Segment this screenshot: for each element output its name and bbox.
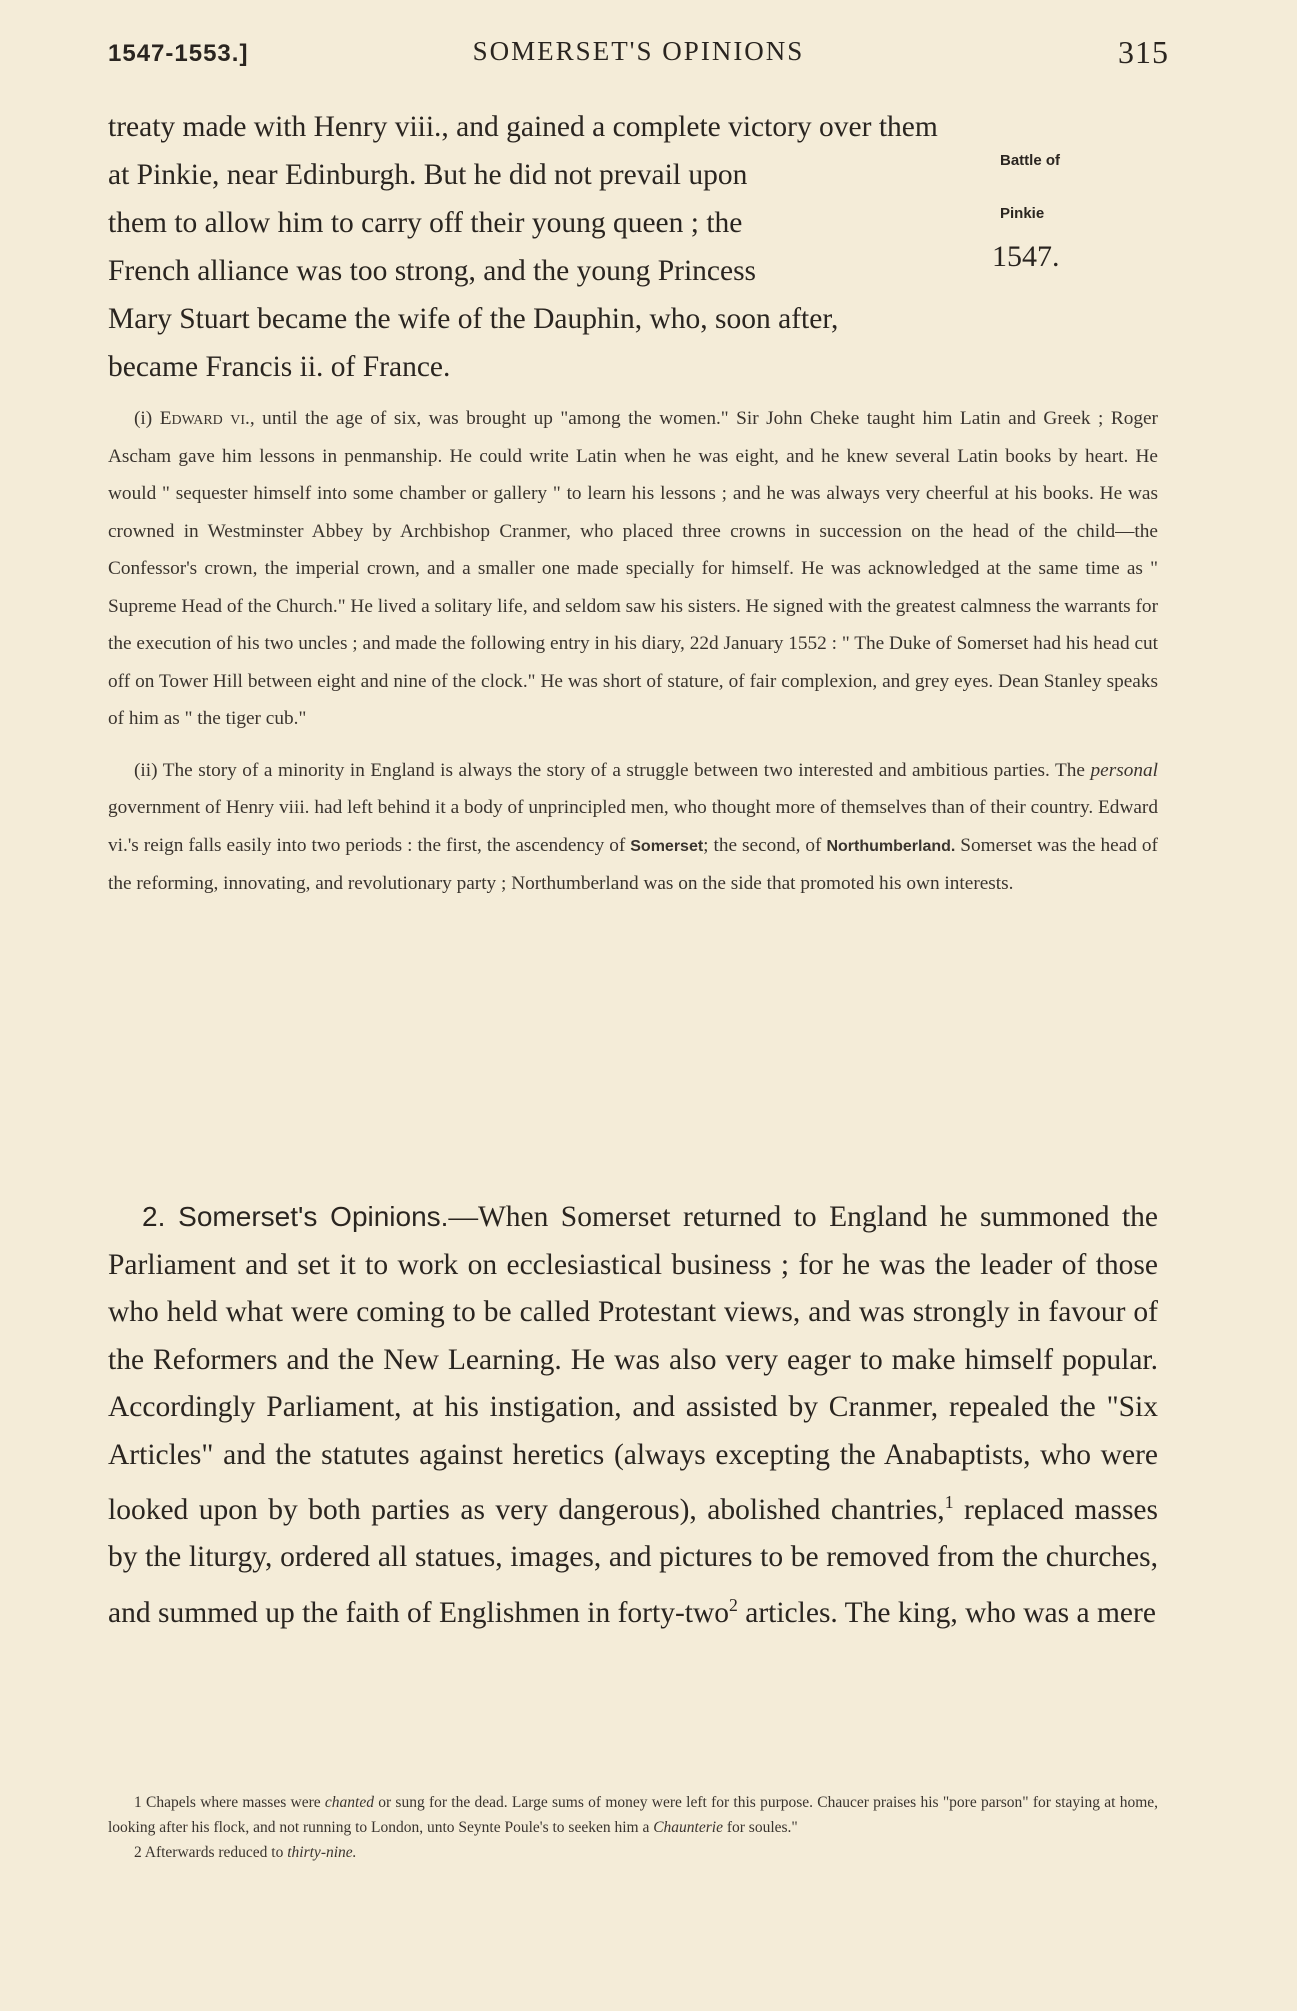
intro-line: Mary Stuart became the wife of the Dauphin, who, soon after, (108, 303, 839, 335)
intro-line: French alliance was too strong, and the young Princess (108, 255, 757, 287)
note-edward: (i) Edward vi., until the age of six, was brought up "among the women." Sir John Cheke taught him Latin and Greek ; Roger Ascham gave him lessons in penmanship. He could write Latin when he was eight, and he knew several Latin books by heart. He would " sequester himself into some chamber or gallery " to learn his lessons ; and he was always very cheerful at his books. He was crowned in Westminster Abbey by Archbishop Cranmer, who placed three crowns in succession on the head of the child—the Confessor's crown, the imperial crown, and a smaller one made specially for himself. He was acknowledged at the same time as " Supreme Head of the Church." He lived a solitary life, and seldom saw his sisters. He signed with the greatest calmness the warrants for the execution of his two uncles ; and made the following entry in his diary, 22d January 1552 : " The Duke of Somerset had his head cut off on Tower Hill between eight and nine of the clock." He was short of stature, of fair complexion, and grey eyes. Dean Stanley speaks of him as " the tiger cub." (108, 408, 1158, 729)
footnote-ref-2: 2 (729, 1594, 738, 1615)
intro-line: at Pinkie, near Edinburgh. But he did not prevail upon (108, 159, 748, 191)
intro-line: became Francis ii. of France. (108, 351, 451, 383)
margin-note-pinkie: Pinkie (1000, 205, 1045, 222)
footnote-1: 1 Chapels where masses were chanted or sung for the dead. Large sums of money were left for this purpose. Chaucer praises his "pore parson" for staying at home, looking after his flock, and not running to London, unto Seynte Poule's to seeken him a Chaunterie for soules." (108, 1794, 1159, 1836)
section-heading: 2. Somerset's Opinions. (142, 1201, 449, 1232)
notes-block (108, 400, 1158, 903)
intro-line: treaty made with Henry viii., and gained a complete victory over them (108, 111, 938, 143)
header-date-range: 1547-1553.] (108, 40, 249, 67)
footnote-2: 2 Afterwards reduced to thirty-nine. (134, 1844, 357, 1861)
page-number: 315 (1118, 34, 1169, 70)
margin-note-battle: Battle of (1000, 152, 1060, 169)
footnotes (108, 1790, 1158, 1865)
footnote-ref-1: 1 (944, 1492, 954, 1512)
section-somersets-opinions: 2. Somerset's Opinions.—When Somerset returned to England he summoned the Parliament and set it to work on ecclesiastical business ; for he was the leader of those who held what were coming to be called Protestant views, and was strongly in favour of the Reformers and the New Learning. He was also very eager to make himself popular. Accordingly Parliament, at his instigation, and assisted by Cranmer, repealed the "Six Articles" and the statutes against heretics (always excepting the Anabaptists, who were looked upon by both parties as very dangerous), abolished chantries,$^1$ replaced masses by the liturgy, ordered all statues, images, and pictures to be removed from the churches, and summed up the faith of Englishmen in forty-two$^2$ articles. The king, who was a mere (108, 1201, 1158, 1629)
running-header (108, 36, 1169, 76)
intro-line: them to allow him to carry off their young queen ; the (108, 207, 743, 239)
header-title: SOMERSET'S OPINIONS (472, 36, 805, 66)
note-minority: (ii) The story of a minority in England is always the story of a struggle between two interested and ambitious parties. The personal government of Henry viii. had left behind it a body of unprincipled men, who thought more of themselves than of their country. Edward vi.'s reign falls easily into two periods : the first, the ascendency of Somerset; the second, of Northumberland. Somerset was the head of the reforming, innovating, and revolutionary party ; Northumberland was on the side that promoted his own interests. (108, 759, 1158, 894)
margin-note-year: 1547. (992, 240, 1060, 273)
